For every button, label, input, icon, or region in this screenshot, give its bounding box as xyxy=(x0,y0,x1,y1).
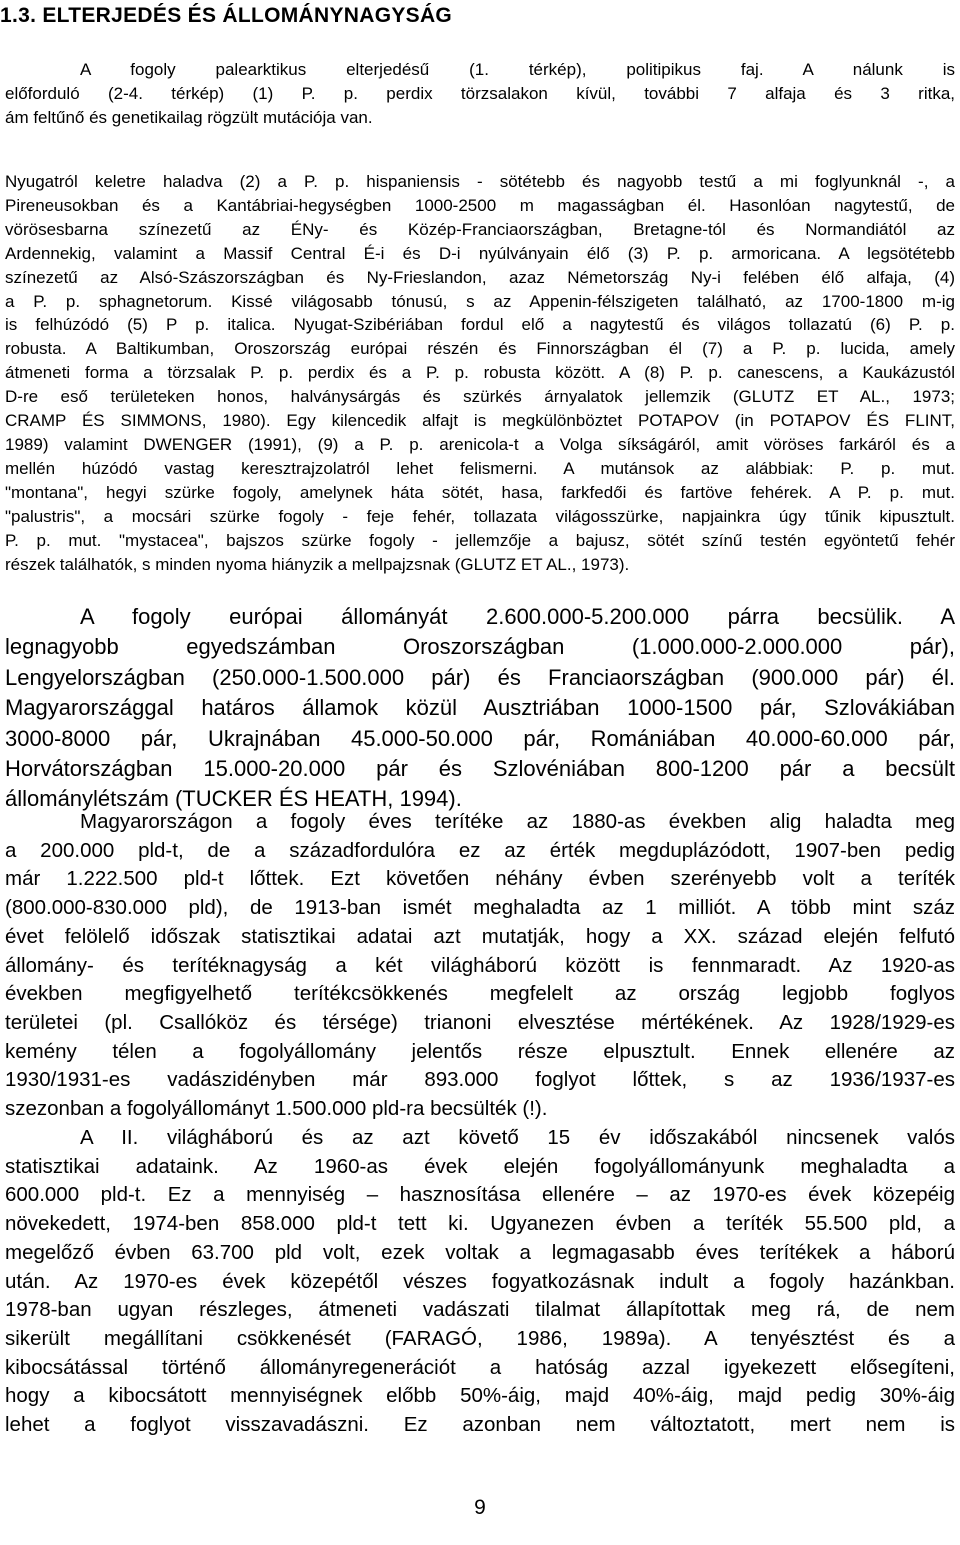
text-line: ám feltűnő és genetikailag rögzült mutációja van. xyxy=(5,107,373,127)
text-line: növekedett, 1974-ben 858.000 pld-t tett ki. Ugyanezen évben a teríték 55.500 pld, a xyxy=(5,1212,955,1236)
text-line: színezetű az Alsó-Szászországban és Ny-Frieslandon, azaz Németország Ny-i felében élő alfaja, (4) xyxy=(5,267,955,287)
text-line: Magyarországgal határos államok közül Ausztriában 1000-1500 pár, Szlovákiában xyxy=(5,695,955,721)
text-line: állomány- és terítéknagyság a két világháború között is fennmaradt. Az 1920-as xyxy=(5,953,955,977)
text-line: Horvátországban 15.000-20.000 pár és Szlovéniában 800-1200 pár a becsült xyxy=(5,756,955,782)
text-line: területei (pl. Csallóköz és térsége) trianoni elvesztése mértékének. Az 1928/1929-es xyxy=(5,1010,955,1034)
text-line: kibocsátással történő állományregenerációt a hatóság azzal igyekezett elősegíteni, xyxy=(5,1355,955,1379)
text-line: (800.000-830.000 pld), de 1913-ban ismét meghaladta az 1 milliót. A több mint száz xyxy=(5,896,955,920)
text-line: 1989) valamint DWENGER (1991), (9) a P. p. arenicola-t a Volga síkságáról, amit vöröses farkáról és a xyxy=(5,434,955,454)
text-line: mellén húzódó vastag keresztrajzolatról lehet felismerni. A mutánsok az alábbiak: P. p. mut. xyxy=(5,458,955,478)
text-line: Ardennekig, valamint a Massif Central É-i és D-i nyúlványain élő (3) P. p. armoricana. A legsötétebb xyxy=(5,243,955,263)
text-line: 1978-ban ugyan részleges, átmeneti vadászati tilalmat állapítottak meg rá, de nem xyxy=(5,1298,955,1322)
text-line: D-re eső területeken honos, halványsárgás és szürkés árnyalatok jellemzik (GLUTZ ET AL., 1973; xyxy=(5,387,955,407)
text-line: A fogoly palearktikus elterjedésű (1. térkép), politipikus faj. A nálunk is xyxy=(80,60,955,79)
text-line: 3000-8000 pár, Ukrajnában 45.000-50.000 pár, Romániában 40.000-60.000 pár, xyxy=(5,725,955,751)
text-line: részek találhatók, s minden nyoma hiányzik a mellpajzsnak (GLUTZ ET AL., 1973). xyxy=(5,554,630,574)
text-line: a 200.000 pld-t, de a századfordulóra ez az érték megduplázódott, 1907-ben pedig xyxy=(5,838,955,862)
text-line: "palustris", a mocsári szürke fogoly - feje fehér, tollazata világosszürke, napjainkra úgy tűnik kipusztult. xyxy=(5,506,955,526)
text-line: is felhúzódó (5) P p. italica. Nyugat-Szibériában fordul elő a nagytestű és világos tollazatú (6) P. p. xyxy=(5,315,955,335)
text-line: után. Az 1970-es évek közepétől vészes fogyatkozásnak indult a fogoly hazánkban. xyxy=(5,1269,955,1293)
text-line: Lengyelországban (250.000-1.500.000 pár) és Franciaországban (900.000 pár) él. xyxy=(5,664,955,690)
text-line: sikerült megállítani csökkenését (FARAGÓ, 1986, 1989a). A tenyésztést és a xyxy=(5,1326,955,1350)
text-line: évet felölelő időszak statisztikai adatai azt mutatják, hogy a XX. század elején felfutó xyxy=(5,924,955,948)
page-number: 9 xyxy=(474,1496,486,1519)
text-line: a P. p. sphagnetorum. Kissé világosabb tónusú, s az Appenin-félszigeten található, az 1700-1800 m-ig xyxy=(5,291,955,311)
text-line: statisztikai adataink. Az 1960-as évek elején fogolyállományunk meghaladta a xyxy=(5,1154,955,1178)
text-line: években megfigyelhető terítékcsökkenés megfelelt az ország legjobb foglyos xyxy=(5,982,955,1006)
text-line: kemény télen a fogolyállomány jelentős része elpusztult. Ennek ellenére az xyxy=(5,1039,955,1063)
text-line: szezonban a fogolyállományt 1.500.000 pld-ra becsülték (!). xyxy=(5,1097,548,1121)
text-line: A II. világháború és az azt követő 15 év időszakából nincsenek valós xyxy=(80,1126,955,1149)
text-line: előforduló (2-4. térkép) (1) P. p. perdix törzsalakon kívül, további 7 alfaja és 3 ritka, xyxy=(5,83,955,103)
intro-paragraph xyxy=(5,58,955,130)
text-line: hogy a kibocsátott mennyiségnek előbb 50%-áig, majd 40%-áig, majd pedig 30%-áig xyxy=(5,1384,955,1408)
text-line: legnagyobb egyedszámban Oroszországban (1.000.000-2.000.000 pár), xyxy=(5,634,955,660)
text-line: CRAMP ÉS SIMMONS, 1980). Egy kilencedik alfajt is megkülönböztet POTAPOV (in POTAPOV ÉS FLINT, xyxy=(5,411,955,431)
text-line: P. p. mut. "mystacea", bajszos szürke fogoly - jellemzője a bajusz, sötét színű testén egyöntetű fehér xyxy=(5,530,955,550)
text-line: vörösesbarna színezetű az ÉNy- és Közép-Franciaországban, Bretagne-tól és Normandiától az xyxy=(5,219,955,239)
population-paragraph xyxy=(5,602,955,815)
text-line: Magyarországon a fogoly éves terítéke az 1880-as években alig haladta meg xyxy=(80,810,955,833)
text-line: átmeneti forma a törzsalak P. p. perdix és a P. p. robusta között. A (8) P. p. canescens, a Kaukázustól xyxy=(5,363,955,383)
text-line: Nyugatról keletre haladva (2) a P. p. hispaniensis - sötétebb és nagyobb testű a mi foglyunknál -, a xyxy=(5,172,955,191)
text-line: lehet a foglyot visszavadászni. Ez azonban nem változtatott, mert nem is xyxy=(5,1413,955,1437)
text-line: már 1.222.500 pld-t lőttek. Ezt követően néhány évben szerényebb volt a teríték xyxy=(5,867,955,891)
text-line: A fogoly európai állományát 2.600.000-5.200.000 párra becsülik. A xyxy=(80,604,955,629)
text-line: robusta. A Baltikumban, Oroszország európai részén és Finnországban él (7) a P. p. lucida, amely xyxy=(5,339,955,359)
text-line: 600.000 pld-t. Ez a mennyiség – hasznosítása ellenére – az 1970-es évek közepéig xyxy=(5,1183,955,1207)
ww2-paragraph xyxy=(5,1124,955,1440)
text-line: "montana", hegyi szürke fogoly, amelynek háta sötét, hasa, farkfedői és fartöve fehérek. A P. p. mut. xyxy=(5,482,955,502)
text-line: 1930/1931-es vadászidényben már 893.000 foglyot lőttek, s az 1936/1937-es xyxy=(5,1068,955,1092)
hungary-paragraph xyxy=(5,808,955,1124)
text-line: megelőző évben 63.700 pld volt, ezek voltak a legmagasabb éves terítékek a háború xyxy=(5,1240,955,1264)
text-line: állománylétszám (TUCKER ÉS HEATH, 1994). xyxy=(5,786,462,812)
section-heading: 1.3. ELTERJEDÉS ÉS ÁLLOMÁNYNAGYSÁG xyxy=(0,4,453,27)
text-line: Pireneusokban és a Kantábriai-hegységben 1000-2500 m magasságban él. Hasonlóan nagytestű, de xyxy=(5,195,955,215)
subspecies-paragraph xyxy=(5,170,955,576)
